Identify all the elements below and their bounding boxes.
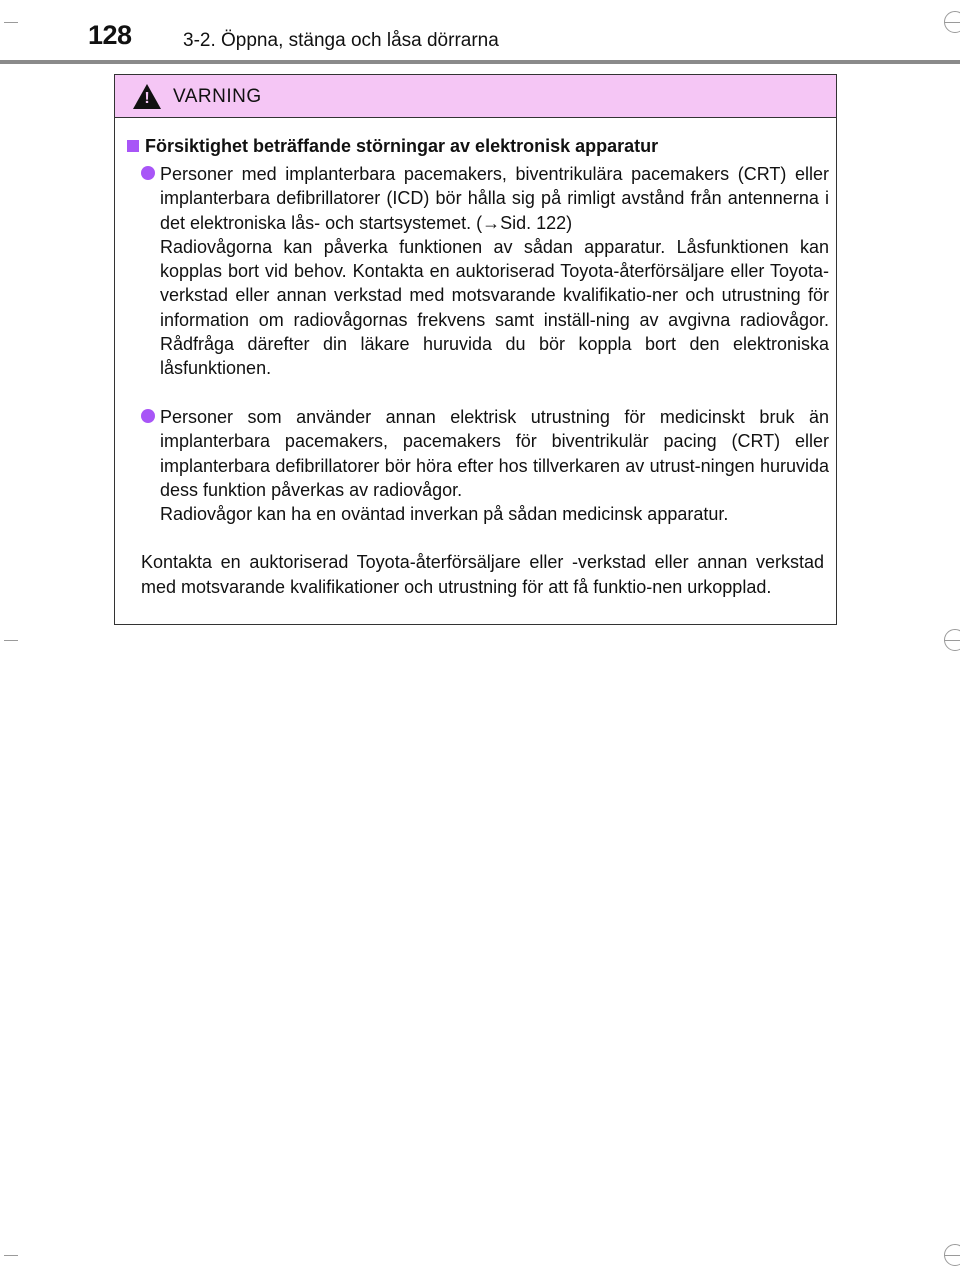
square-bullet-icon <box>127 140 139 152</box>
crop-circle-mid-right <box>944 629 960 651</box>
closing-paragraph: Kontakta en auktoriserad Toyota-återförsäljare eller -verkstad eller annan verkstad med motsvarande kvalifikationer och utrustning för att få funktio-nen urkopplad. <box>141 552 824 597</box>
page-number: 128 <box>88 20 132 50</box>
crop-circle-bottom-right <box>944 1244 960 1266</box>
crop-mark-mid-left <box>4 640 18 641</box>
warning-box <box>114 74 837 625</box>
bullet-dot-icon <box>141 409 155 423</box>
bullet-note: Radiovågor kan ha en oväntad inverkan på sådan medicinsk apparatur. <box>160 504 729 525</box>
bullet-dot-icon <box>141 166 155 180</box>
bullet-item <box>141 405 829 526</box>
bullet-item <box>141 162 829 381</box>
bullet-paragraph: Personer med implanterbara pacemakers, biventrikulära pacemakers (CRT) eller implanterbara defibrillatorer (ICD) bör hålla sig på rimligt avstånd från antennerna i det elektroniska lås- och startsystemet. (→Sid. 122) <box>160 164 829 233</box>
bullet-note: Radiovågorna kan påverka funktionen av sådan apparatur. Låsfunktionen kan kopplas bort vid behov. Kontakta en auktoriserad Toyota-återförsäljare eller Toyota-verkstad eller annan verkstad med motsvarande kvalifikatio-ner och utrustning för information om radiovågornas frekvens samt inställ-ning av avgivna radiovågor. Rådfråga därefter din läkare huruvida du bör koppla bort den elektroniska låsfunktionen. <box>160 236 829 379</box>
crop-mark-bottom-left <box>4 1255 18 1256</box>
warning-heading-text: Försiktighet beträffande störningar av elektronisk apparatur <box>145 136 659 156</box>
warning-title: VARNING <box>173 86 262 107</box>
warning-header <box>115 75 836 118</box>
bullet-text <box>160 405 829 526</box>
section-title: 3-2. Öppna, stänga och låsa dörrarna <box>183 30 499 51</box>
crop-circle-top-right <box>944 11 960 33</box>
warning-icon-exclamation: ! <box>144 90 150 107</box>
header-rule <box>0 60 960 64</box>
bullet-text <box>160 162 829 381</box>
crop-mark-top-left <box>4 22 18 23</box>
bullet-paragraph: Personer som använder annan elektrisk utrustning för medicinskt bruk än implanterbara pacemakers, pacemakers för biventrikulär pacing (CRT) eller implanterbara defibrillatorer bör höra efter hos tillverkaren av utrust-ningen huruvida dess funktion påverkas av radiovågor. <box>160 407 829 500</box>
warning-heading <box>127 136 658 157</box>
